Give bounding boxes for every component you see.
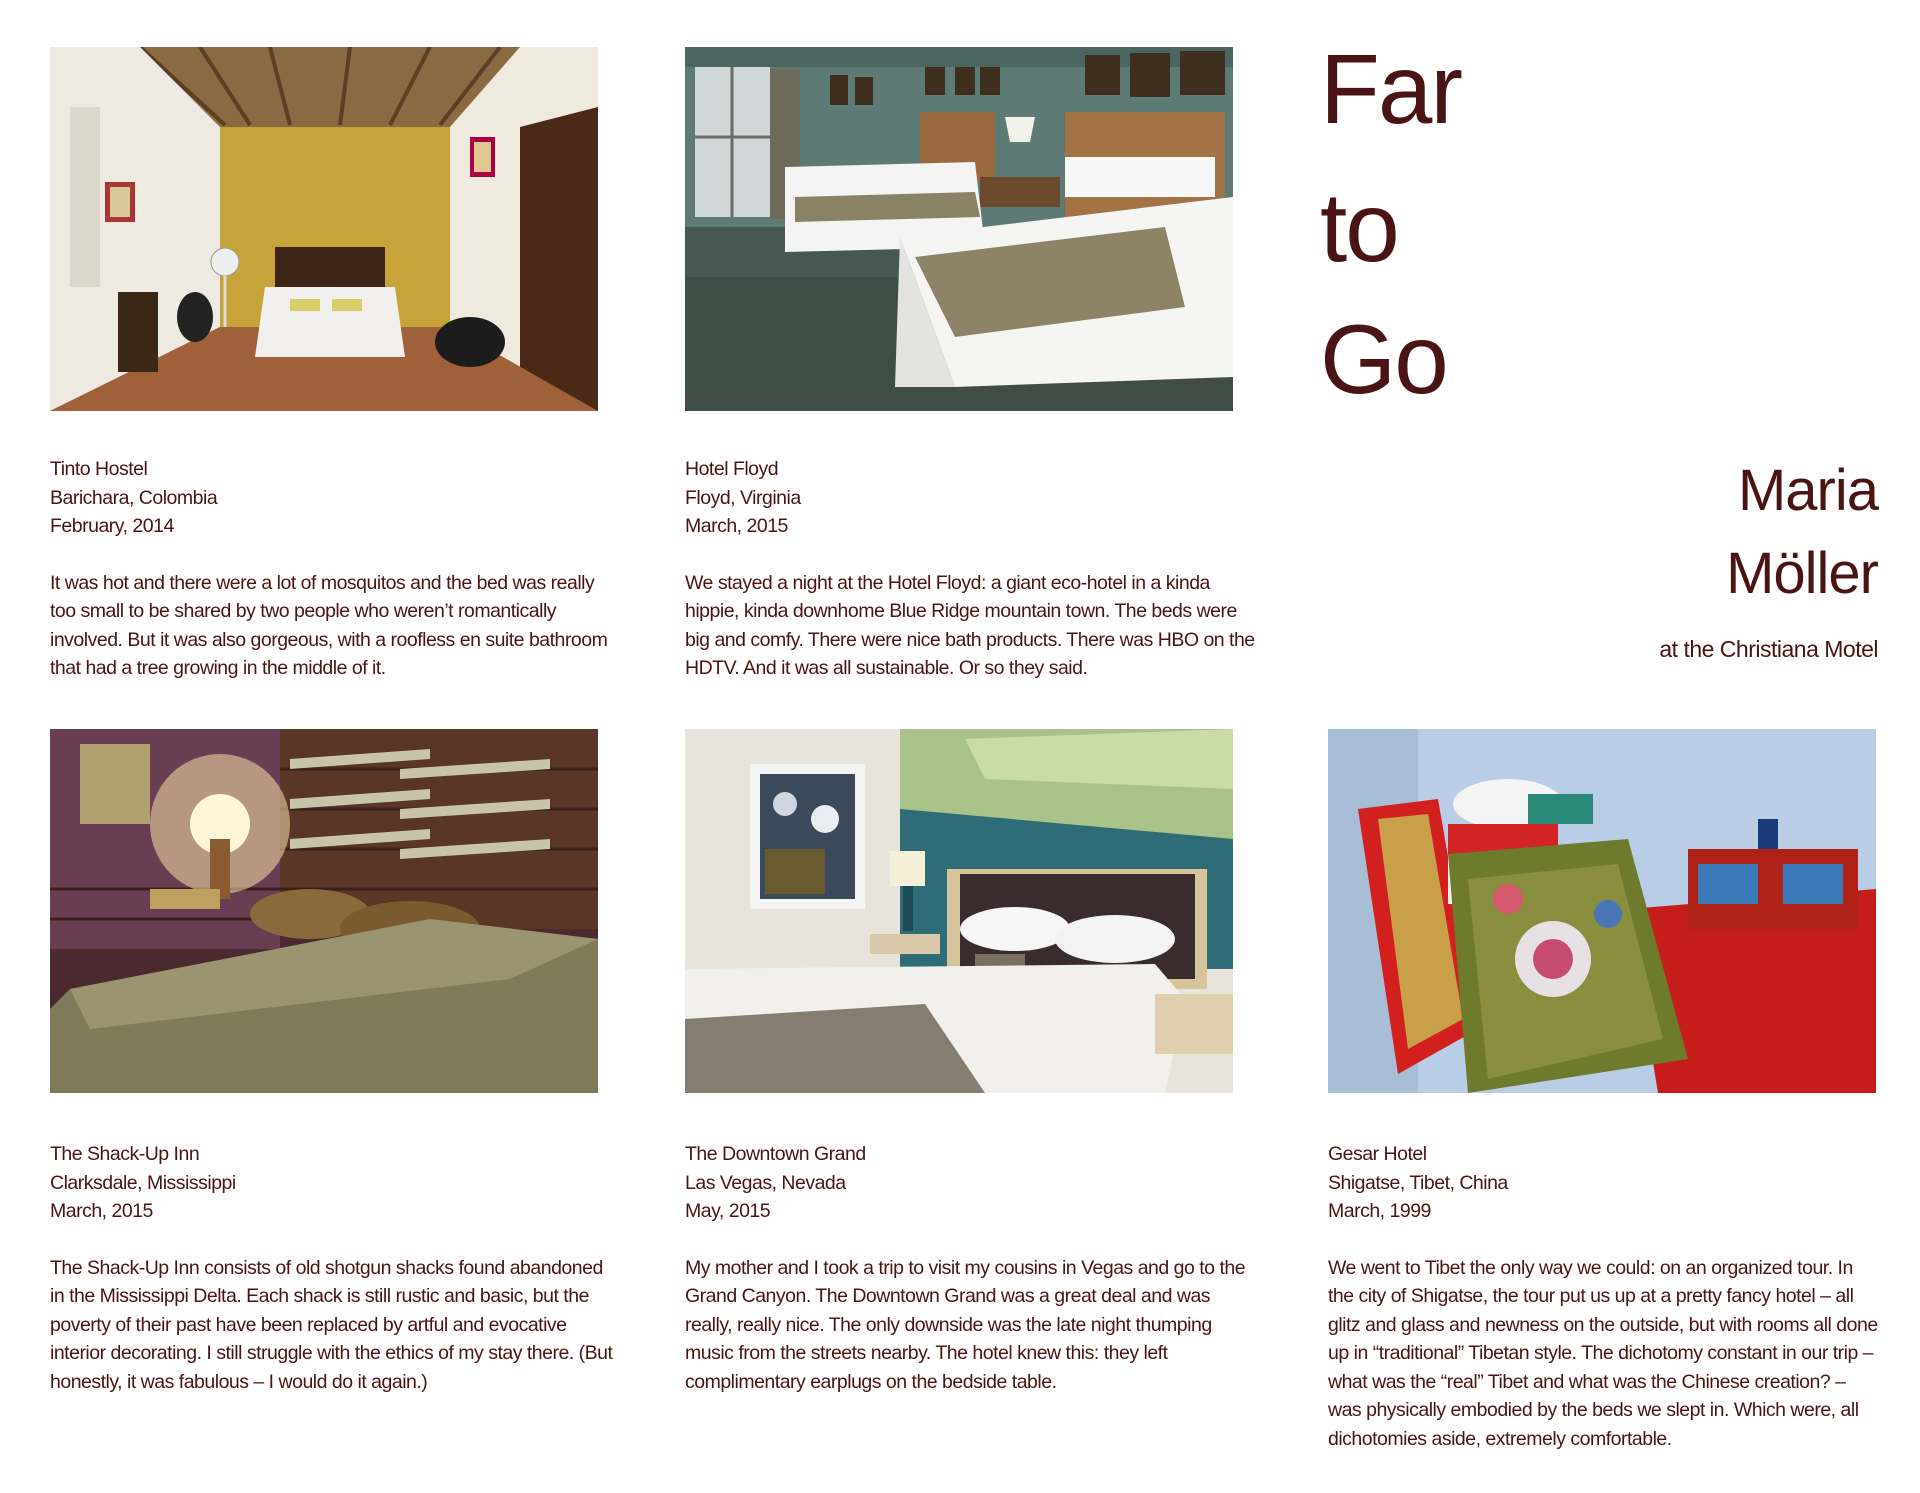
entry-name: Hotel Floyd [685, 458, 779, 480]
entry-location: Shigatse, Tibet, China [1328, 1171, 1508, 1194]
entry-body: The Shack-Up Inn consists of old shotgun shacks found abandoned in the Mississippi Delta. Each shack is still rustic and basic, but the poverty of their past have been replaced by artful and evocative interior decorating. I still struggle with the ethics of my stay there. (But honestly, it was fabulous – I would do it again.) [50, 1256, 613, 1393]
entry-shack-up-inn [50, 1140, 620, 1396]
photo-tinto-hostel [50, 47, 598, 411]
entry-hotel-floyd [685, 455, 1255, 683]
entry-location: Las Vegas, Nevada [685, 1171, 846, 1194]
entry-name: The Downtown Grand [685, 1143, 866, 1165]
entry-location: Floyd, Virginia [685, 486, 801, 509]
photo-hotel-floyd [685, 47, 1233, 411]
entry-body: We stayed a night at the Hotel Floyd: a giant eco-hotel in a kinda hippie, kinda downhome Blue Ridge mountain town. The beds were big and comfy. There were nice bath products. There was HBO on the HDTV. And it was all sustainable. Or so they said. [685, 571, 1255, 679]
entry-location: Clarksdale, Mississippi [50, 1171, 236, 1194]
entry-date: March, 2015 [50, 1200, 153, 1222]
author-first-name: Maria [1737, 458, 1878, 523]
author-last-name: Möller [1726, 541, 1878, 606]
photo-gesar-hotel [1328, 729, 1876, 1093]
entry-body: We went to Tibet the only way we could: on an organized tour. In the city of Shigatse, the tour put us up at a pretty fancy hotel – all glitz and glass and newness on the outside, but with rooms all done up in “traditional” Tibetan style. The dichotomy constant in our trip – what was the “real” Tibet and what was the Chinese creation? – was physically embodied by the beds we slept in. Which were, all dichotomies aside, extremely comfortable. [1328, 1256, 1878, 1450]
photo-downtown-grand [685, 729, 1233, 1093]
entry-name: Tinto Hostel [50, 458, 148, 480]
entry-date: May, 2015 [685, 1200, 771, 1222]
entry-name: The Shack-Up Inn [50, 1143, 200, 1165]
venue-line: at the Christiana Motel [1659, 636, 1878, 662]
entry-body: My mother and I took a trip to visit my cousins in Vegas and go to the Grand Canyon. The Downtown Grand was a great deal and was really, really nice. The only downside was the late night thumping music from the streets nearby. The hotel knew this: they left complimentary earplugs on the bedside table. [685, 1256, 1246, 1393]
entry-tinto-hostel [50, 455, 620, 683]
entry-body: It was hot and there were a lot of mosquitos and the bed was really too small to be shared by two people who weren’t romantically involved. But it was also gorgeous, with a roofless en suite bathroom that had a tree growing in the middle of it. [50, 571, 608, 679]
title-word-to: to [1320, 172, 1398, 282]
title-word-far: Far [1320, 34, 1461, 144]
entry-date: March, 2015 [685, 515, 788, 537]
entry-name: Gesar Hotel [1328, 1143, 1427, 1165]
entry-gesar-hotel [1328, 1140, 1883, 1453]
entry-date: March, 1999 [1328, 1200, 1431, 1222]
entry-downtown-grand [685, 1140, 1255, 1396]
entry-location: Barichara, Colombia [50, 486, 218, 509]
entry-date: February, 2014 [50, 515, 174, 537]
photo-shack-up-inn [50, 729, 598, 1093]
title-word-go: Go [1320, 304, 1447, 414]
